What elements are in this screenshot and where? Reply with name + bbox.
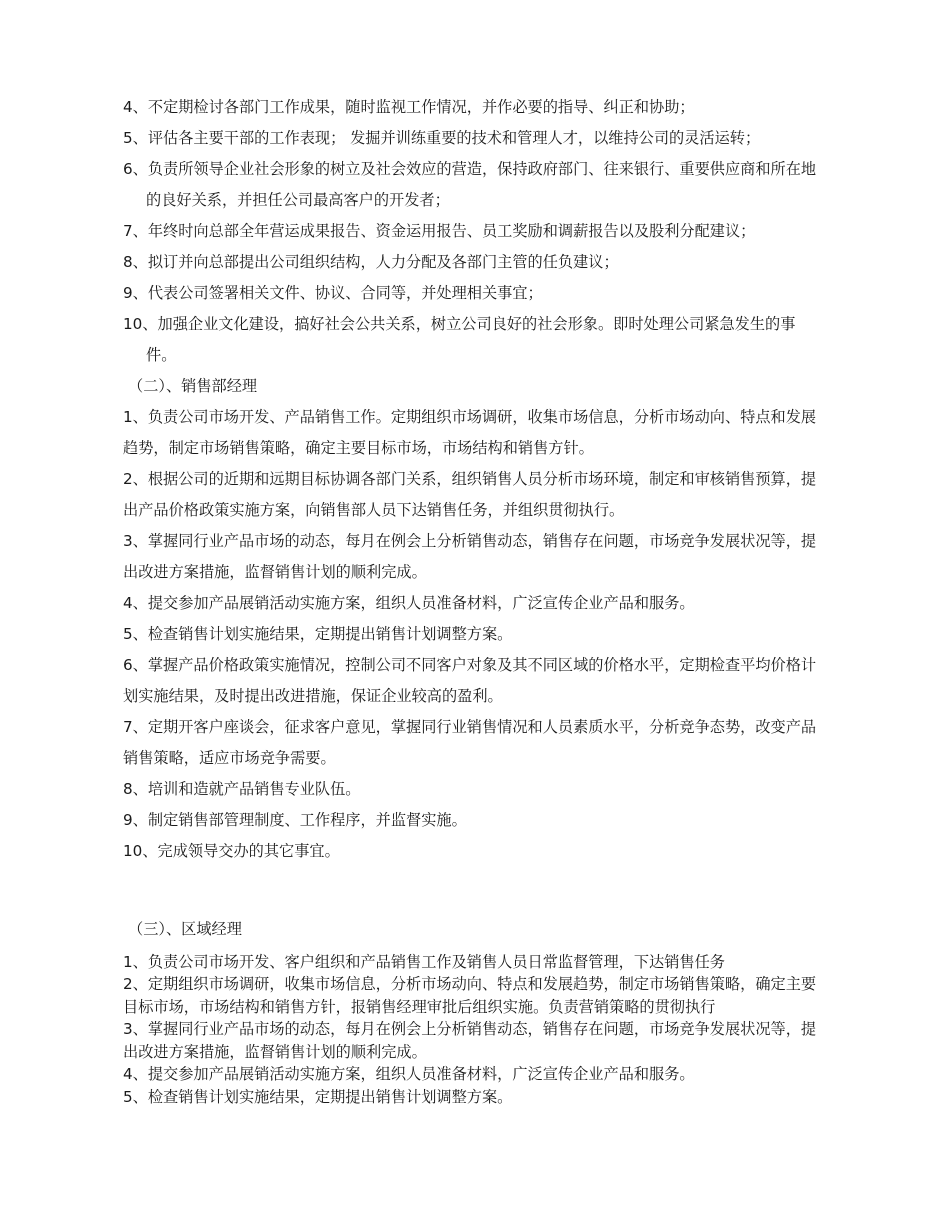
list-item: 2、根据公司的近期和远期目标协调各部门关系，组织销售人员分析市场环境，制定和审核销售预算，提出产品价格政策实施方案，向销售部人员下达销售任务，并组织贯彻执行。 [123,470,817,519]
list-item: 7、定期开客户座谈会，征求客户意见，掌握同行业销售情况和人员素质水平，分析竞争态势，改变产品销售策略，适应市场竞争需要。 [123,718,817,767]
list-item: 6、负责所领导企业社会形象的树立及社会效应的营造，保持政府部门、往来银行、重要供应商和所在地的良好关系，并担任公司最高客户的开发者； [123,160,817,209]
list-item: 8、培训和造就产品销售专业队伍。 [123,780,361,798]
section-heading: （三）、区域经理 [128,920,242,938]
section-heading: （二）、销售部经理 [128,377,258,395]
list-item: 6、掌握产品价格政策实施情况，控制公司不同客户对象及其不同区域的价格水平，定期检查平均价格计划实施结果，及时提出改进措施，保证企业较高的盈利。 [123,656,817,705]
list-item: 5、评估各主要干部的工作表现； 发掘并训练重要的技术和管理人才，以维持公司的灵活运转； [123,129,761,147]
list-item: 1、负责公司市场开发、产品销售工作。定期组织市场调研，收集市场信息，分析市场动向、特点和发展趋势，制定市场销售策略，确定主要目标市场，市场结构和销售方针。 [123,408,817,457]
general-manager-duties [123,92,823,867]
regional-manager-duties [123,918,823,1108]
list-item: 1、负责公司市场开发、客户组织和产品销售工作及销售人员日常监督管理，下达销售任务 [123,952,725,971]
list-item: 5、检查销售计划实施结果，定期提出销售计划调整方案。 [123,625,513,643]
list-item: 4、提交参加产品展销活动实施方案，组织人员准备材料，广泛宣传企业产品和服务。 [123,1065,695,1083]
list-item: 4、不定期检讨各部门工作成果，随时监视工作情况，并作必要的指导、纠正和协助； [123,98,695,116]
list-item: 10、加强企业文化建设，搞好社会公共关系，树立公司良好的社会形象。即时处理公司紧急发生的事件。 [123,315,796,364]
list-item: 3、掌握同行业产品市场的动态，每月在例会上分析销售动态，销售存在问题，市场竞争发展状况等，提出改进方案措施，监督销售计划的顺利完成。 [123,532,817,581]
list-item: 9、制定销售部管理制度、工作程序，并监督实施。 [123,811,467,829]
list-item: 2、定期组织市场调研，收集市场信息，分析市场动向、特点和发展趋势，制定市场销售策略，确定主要目标市场，市场结构和销售方针，报销售经理审批后组织实施。负责营销策略的贯彻执行 [123,975,817,1016]
list-item: 5、检查销售计划实施结果，定期提出销售计划调整方案。 [123,1087,513,1106]
list-item: 7、年终时向总部全年营运成果报告、资金运用报告、员工奖励和调薪报告以及股利分配建议； [123,222,756,240]
list-item: 10、完成领导交办的其它事宜。 [123,842,340,860]
list-item: 3、掌握同行业产品市场的动态，每月在例会上分析销售动态，销售存在问题，市场竞争发展状况等，提出改进方案措施，监督销售计划的顺利完成。 [123,1020,817,1061]
list-item: 4、提交参加产品展销活动实施方案，组织人员准备材料，广泛宣传企业产品和服务。 [123,594,695,612]
list-item: 8、拟订并向总部提出公司组织结构，人力分配及各部门主管的任负建议； [123,253,619,271]
list-item: 9、代表公司签署相关文件、协议、合同等，并处理相关事宜； [123,284,543,302]
